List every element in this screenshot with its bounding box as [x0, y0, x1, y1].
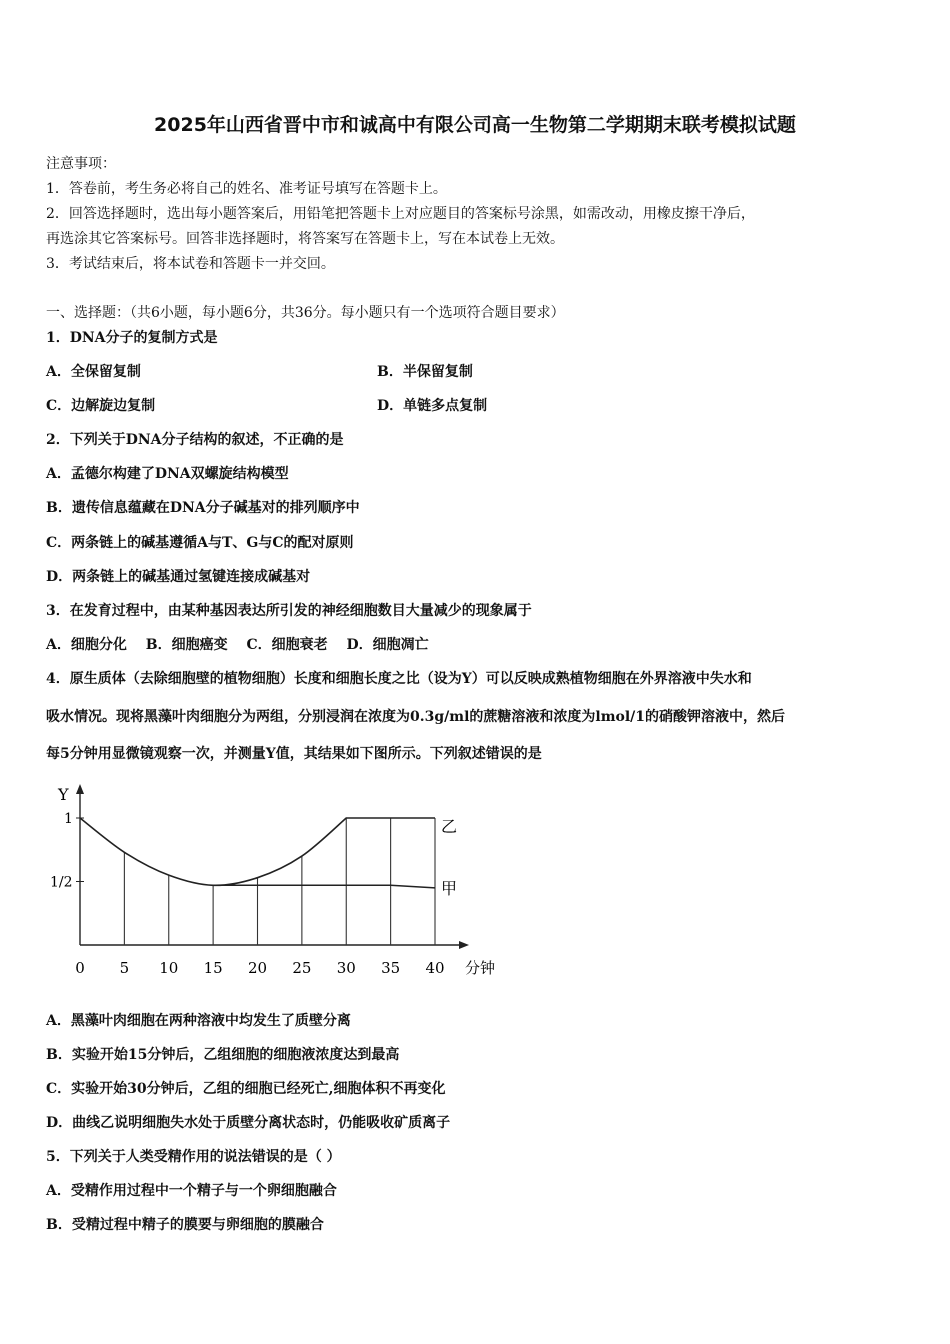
- q4-option-a: A．黑藻叶肉细胞在两种溶液中均发生了质壁分离: [46, 1013, 351, 1029]
- x-tick-label: 20: [247, 959, 268, 977]
- y-tick-label: 1/2: [50, 874, 73, 891]
- page-title: 2025年山西省晋中市和诚高中有限公司高一生物第二学期期末联考模拟试题: [154, 114, 796, 136]
- q3-options: [46, 634, 429, 654]
- x-tick-label: 10: [159, 959, 179, 977]
- q4-stem-line2: 吸水情况。现将黑藻叶肉细胞分为两组，分别浸润在浓度为0.3g/ml的蔗糖溶液和浓度为lmol/1的硝酸钾溶液中，然后: [46, 709, 786, 725]
- q1-option-c: C．边解旋边复制: [46, 398, 156, 414]
- q3-option-d: D．细胞凋亡: [346, 637, 429, 653]
- q4-option-d: D．曲线乙说明细胞失水处于质壁分离状态时，仍能吸收矿质离子: [46, 1115, 451, 1131]
- x-tick-label: 25: [292, 959, 312, 977]
- x-tick-label: 5: [119, 959, 130, 977]
- q3-option-a: A．细胞分化: [46, 637, 127, 653]
- q1-option-d: D．单链多点复制: [377, 398, 488, 414]
- series-jia-label: 甲: [441, 878, 458, 898]
- notice-item: 1．答卷前，考生务必将自己的姓名、准考证号填写在答题卡上。: [46, 181, 447, 197]
- q1-option-a: A．全保留复制: [46, 364, 141, 380]
- q3-stem: 3．在发育过程中，由某种基因表达所引发的神经细胞数目大量减少的现象属于: [46, 603, 532, 619]
- y-axis-arrow: [76, 784, 84, 794]
- q4-stem-line1: 4．原生质体（去除细胞壁的植物细胞）长度和细胞长度之比（设为Y）可以反映成熟植物细胞在外界溶液中失水和: [46, 671, 752, 687]
- q5-option-b: B．受精过程中精子的膜要与卵细胞的膜融合: [46, 1217, 324, 1233]
- q5-option-a: A．受精作用过程中一个精子与一个卵细胞融合: [46, 1183, 337, 1199]
- notice-heading: 注意事项：: [46, 156, 116, 172]
- q1-stem: 1．DNA分子的复制方式是: [46, 330, 218, 346]
- q2-option-a: A．孟德尔构建了DNA双螺旋结构模型: [46, 466, 289, 482]
- q5-stem: 5．下列关于人类受精作用的说法错误的是（ ）: [46, 1149, 341, 1165]
- x-tick-label: 15: [203, 959, 223, 977]
- x-axis-label: 分钟: [465, 959, 496, 977]
- x-axis-arrow: [459, 941, 469, 949]
- y-ratio-line-chart: [40, 780, 510, 985]
- series-yi-label: 乙: [441, 817, 458, 836]
- q3-option-c: C．细胞衰老: [246, 637, 328, 653]
- y-axis-label: Y: [58, 785, 69, 804]
- notice-item: 3．考试结束后，将本试卷和答题卡一并交回。: [46, 256, 335, 272]
- y-tick-label: 1: [64, 811, 73, 827]
- q4-stem-line3: 每5分钟用显微镜观察一次，并测量Y值，其结果如下图所示。下列叙述错误的是: [46, 746, 542, 762]
- q2-stem: 2．下列关于DNA分子结构的叙述，不正确的是: [46, 432, 344, 448]
- q4-option-b: B．实验开始15分钟后，乙组细胞的细胞液浓度达到最高: [46, 1047, 400, 1063]
- x-tick-label: 35: [381, 959, 401, 977]
- notice-item: 2．回答选择题时，选出每小题答案后，用铅笔把答题卡上对应题目的答案标号涂黑，如需改动，用橡皮擦干净后，: [46, 206, 755, 222]
- q2-option-c: C．两条链上的碱基遵循A与T、G与C的配对原则: [46, 535, 354, 551]
- x-tick-label: 40: [425, 959, 445, 977]
- series-yi-line: [80, 818, 435, 885]
- section-header: 一、选择题：（共6小题，每小题6分，共36分。每小题只有一个选项符合题目要求）: [46, 305, 565, 321]
- q4-option-c: C．实验开始30分钟后，乙组的细胞已经死亡,细胞体积不再变化: [46, 1081, 446, 1097]
- series-jia-line: [213, 885, 435, 888]
- x-tick-label: 30: [336, 959, 356, 977]
- q3-option-b: B．细胞癌变: [145, 637, 228, 653]
- x-tick-label: 0: [75, 959, 85, 977]
- q2-option-b: B．遗传信息蕴藏在DNA分子碱基对的排列顺序中: [46, 500, 360, 516]
- q1-option-b: B．半保留复制: [377, 364, 473, 380]
- q2-option-d: D．两条链上的碱基通过氢键连接成碱基对: [46, 569, 311, 585]
- notice-item: 再选涂其它答案标号。回答非选择题时，将答案写在答题卡上，写在本试卷上无效。: [46, 231, 564, 247]
